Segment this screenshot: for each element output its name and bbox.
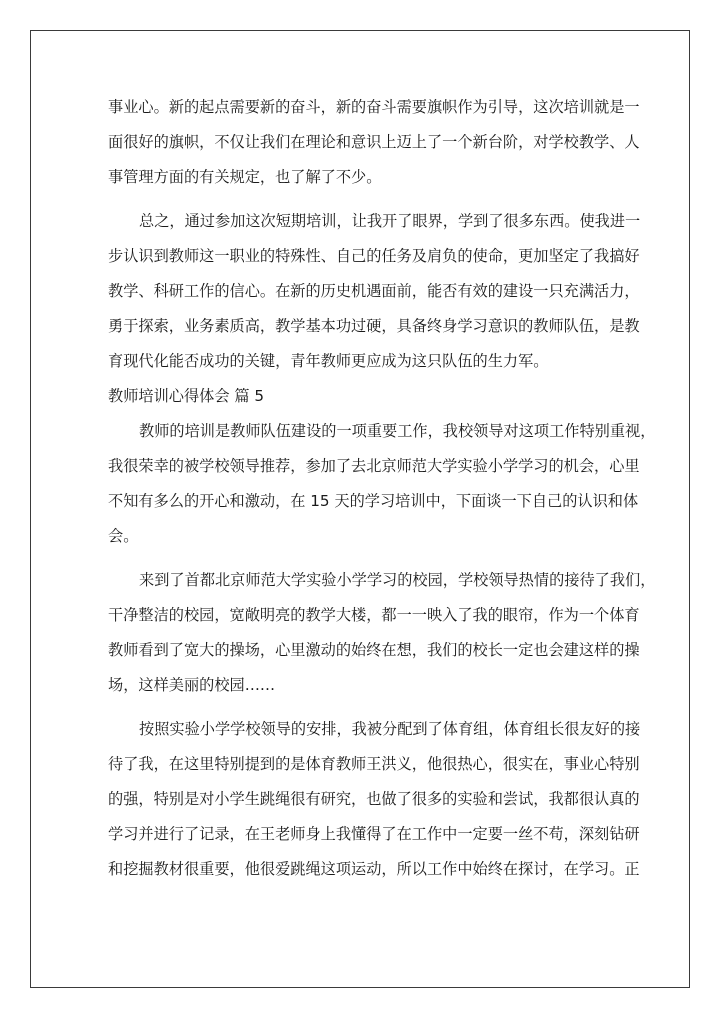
text-line: 事业心。新的起点需要新的奋斗，新的奋斗需要旗帜作为引导，这次培训就是一: [108, 98, 640, 116]
text-line: 教师看到了宽大的操场，心里激动的始终在想，我们的校长一定也会建这样的操: [108, 641, 640, 659]
text-line: 总之，通过参加这次短期培训，让我开了眼界，学到了很多东西。使我进一: [139, 212, 641, 230]
text-line: 和挖掘教材很重要，他很爱跳绳这项运动，所以工作中始终在探讨，在学习。正: [108, 860, 640, 878]
text-line: 的强，特别是对小学生跳绳很有研究，也做了很多的实验和尝试，我都很认真的: [108, 790, 640, 808]
text-line: 育现代化能否成功的关键，青年教师更应成为这只队伍的生力军。: [108, 352, 549, 370]
text-line: 教师的培训是教师队伍建设的一项重要工作，我校领导对这项工作特别重视，: [139, 422, 656, 440]
text-line: 学习并进行了记录，在王老师身上我懂得了在工作中一定要一丝不苟，深刻钻研: [108, 825, 640, 843]
text-line: 不知有多么的开心和激动，在 15 天的学习培训中，下面谈一下自己的认识和体: [108, 492, 639, 510]
text-line: 勇于探索，业务素质高，教学基本功过硬，具备终身学习意识的教师队伍，是教: [108, 317, 640, 335]
text-line: 来到了首都北京师范大学实验小学学习的校园，学校领导热情的接待了我们，: [139, 571, 656, 589]
text-line: 干净整洁的校园，宽敞明亮的教学大楼，都一一映入了我的眼帘，作为一个体育: [108, 606, 640, 624]
document-body: [108, 90, 656, 887]
text-line: 我很荣幸的被学校领导推荐，参加了去北京师范大学实验小学学习的机会，心里: [108, 457, 640, 475]
text-line: 步认识到教师这一职业的特殊性、自己的任务及肩负的使命，更加坚定了我搞好: [108, 247, 640, 265]
section-heading: 教师培训心得体会 篇 5: [108, 387, 265, 405]
text-line: 会。: [108, 527, 139, 545]
text-line: 事管理方面的有关规定，也了解了不少。: [108, 168, 382, 186]
text-line: 面很好的旗帜，不仅让我们在理论和意识上迈上了一个新台阶，对学校教学、人: [108, 133, 640, 151]
text-line: 场，这样美丽的校园……: [108, 676, 276, 694]
text-line: 按照实验小学学校领导的安排，我被分配到了体育组，体育组长很友好的接: [139, 720, 641, 738]
text-line: 教学、科研工作的信心。在新的历史机遇面前，能否有效的建设一只充满活力，: [108, 282, 640, 300]
text-line: 待了我，在这里特别提到的是体育教师王洪义，他很热心，很实在，事业心特别: [108, 755, 640, 773]
